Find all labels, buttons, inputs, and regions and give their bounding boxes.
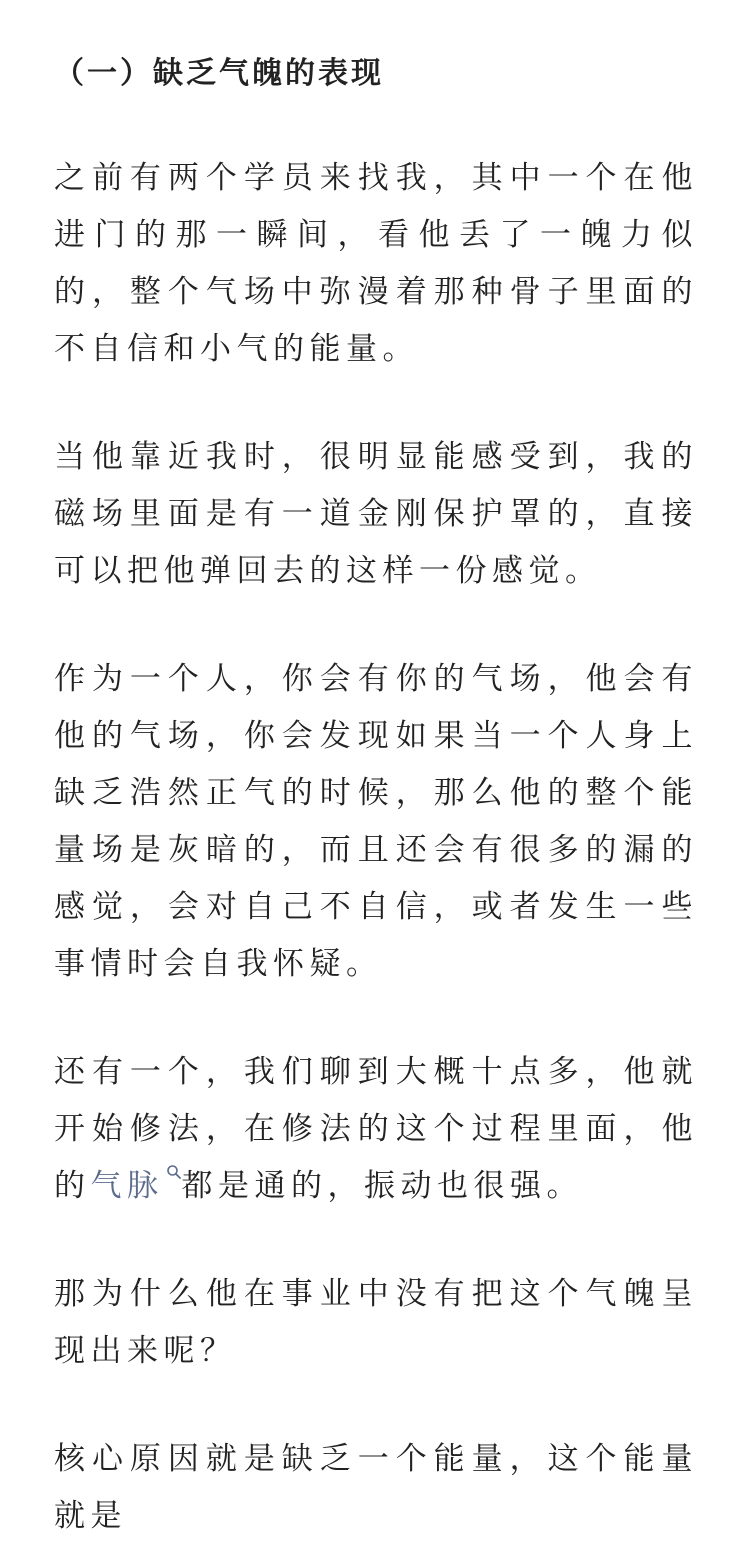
paragraph-2: 当他靠近我时，很明显能感受到，我的磁场里面是有一道金刚保护罩的，直接可以把他弹回去的这样一份感觉。	[54, 439, 698, 589]
keyword-search-link[interactable]	[91, 1168, 182, 1204]
search-icon	[166, 1164, 182, 1180]
paragraph-5: 那为什么他在事业中没有把这个气魄呈现出来呢？	[54, 1276, 698, 1369]
paragraph-3: 作为一个人，你会有你的气场，他会有他的气场，你会发现如果当一个人身上缺乏浩然正气的时候，那么他的整个能量场是灰暗的，而且还会有很多的漏的感觉，会对自己不自信，或者发生一些事情时会自我怀疑。	[54, 661, 698, 982]
paragraph-4-text-after: 都是通的，振动也很强。	[181, 1168, 583, 1204]
paragraph-4	[54, 1044, 698, 1215]
paragraph-4-text-before: 还有一个，我们聊到大概十点多，他就开始修法，在修法的这个过程里面，他的	[54, 1054, 698, 1204]
section-heading: （一）缺乏气魄的表现	[54, 56, 384, 91]
paragraph-1: 之前有两个学员来找我，其中一个在他进门的那一瞬间，看他丢了一魄力似的，整个气场中弥漫着那种骨子里面的不自信和小气的能量。	[54, 160, 698, 367]
keyword-link-label: 气脉	[90, 1168, 164, 1204]
paragraph-6: 核心原因就是缺乏一个能量，这个能量就是	[54, 1441, 698, 1534]
